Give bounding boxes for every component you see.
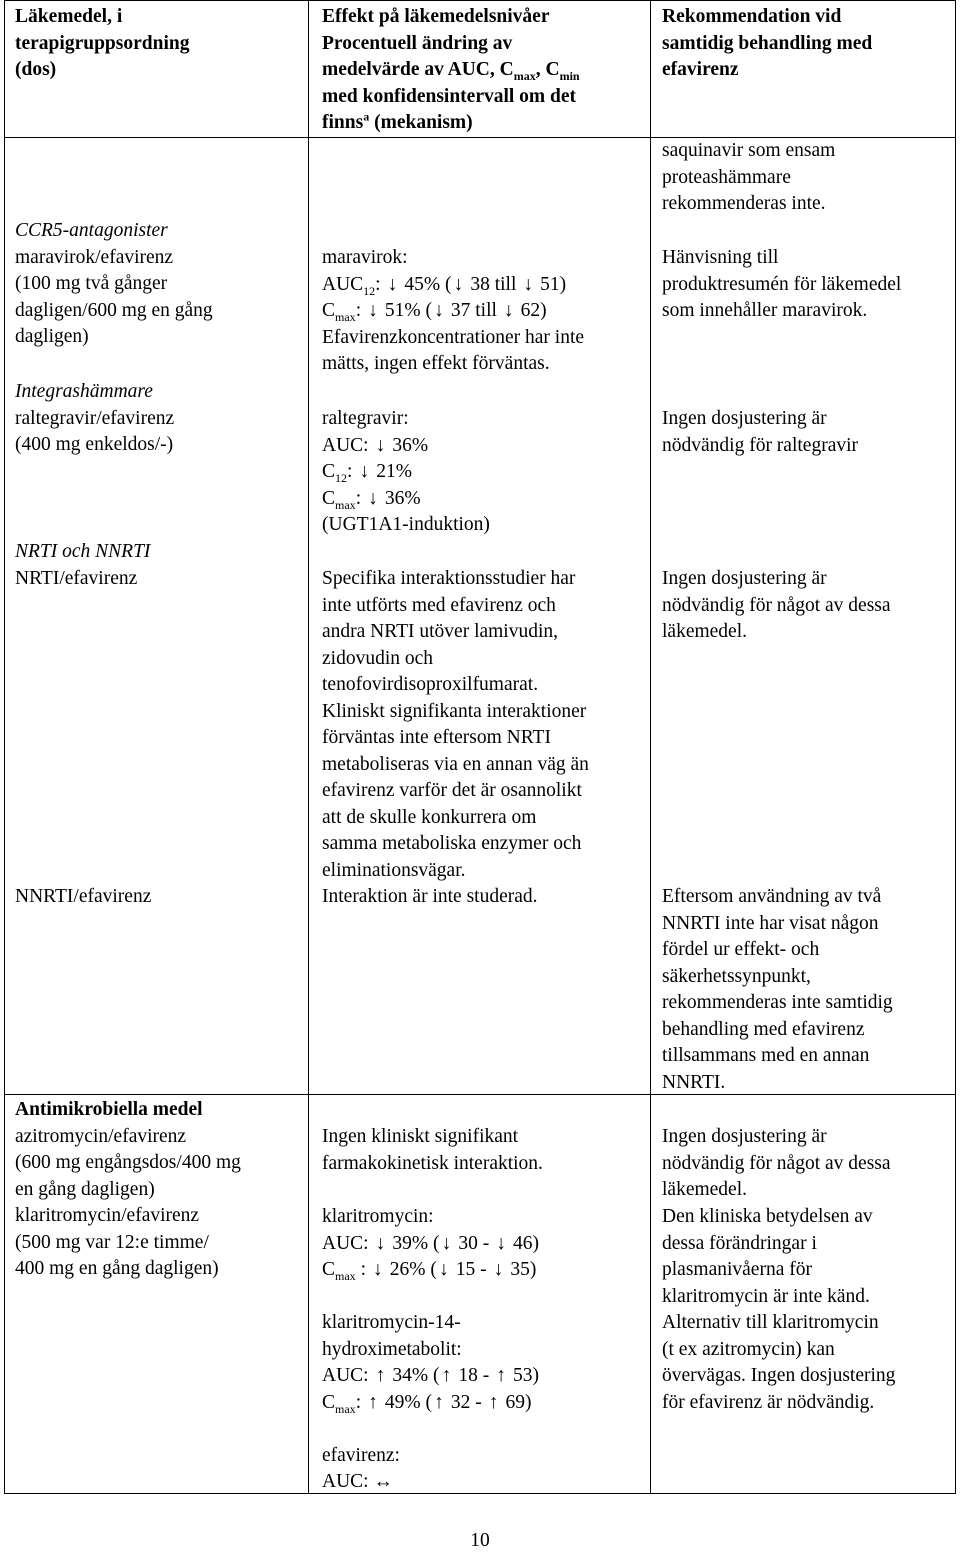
value-text: 18 - — [458, 1365, 490, 1386]
effect-text: efavirenz: — [322, 1444, 400, 1466]
effect-text: andra NRTI utöver lamivudin, — [322, 621, 559, 642]
nnrti-drug — [15, 884, 305, 911]
saquinavir-recommendation — [662, 138, 954, 218]
value-text: 35) — [510, 1259, 537, 1280]
rec-text: Ingen dosjustering är — [662, 408, 827, 429]
category-heading: CCR5-antagonister — [15, 220, 168, 241]
effect-text: tenofovirdisoproxilfumarat. — [322, 674, 539, 695]
value-text: 51) — [540, 273, 567, 295]
param-label: C — [322, 1259, 336, 1280]
ccr5-drug — [15, 218, 305, 351]
rec-text: Alternativ till klaritromycin — [662, 1312, 879, 1333]
rec-text: tillsammans med en annan — [662, 1045, 870, 1066]
value-text: 21% — [376, 461, 412, 482]
effect-text: Interaktion är inte studerad. — [322, 886, 538, 907]
arrow-down-icon: ↓ — [375, 434, 386, 456]
param-label: AUC: — [322, 1365, 369, 1386]
rec-text: NNRTI. — [662, 1071, 726, 1093]
integrase-drug — [15, 379, 305, 459]
ccr5-recommendation — [662, 245, 954, 325]
rec-text: rekommenderas inte samtidig — [662, 992, 893, 1013]
drug-text: NRTI/efavirenz — [15, 567, 138, 589]
effect-text — [322, 433, 652, 460]
rec-text: Den kliniska betydelsen av — [662, 1206, 873, 1227]
rec-text: rekommenderas inte. — [662, 193, 826, 214]
rec-text: nödvändig för något av dessa — [662, 594, 891, 616]
effect-text: eliminationsvägar. — [322, 859, 466, 881]
param-subscript: max — [335, 497, 356, 512]
value-text: 30 - — [458, 1232, 490, 1254]
category-heading: NRTI och NNRTI — [15, 541, 151, 562]
rec-text: proteashämmare — [662, 166, 791, 188]
klaritromycin-effect — [322, 1204, 652, 1496]
effect-text: förväntas inte eftersom NRTI — [322, 727, 551, 748]
param-label: C — [322, 487, 336, 509]
arrow-down-icon: ↓ — [493, 1259, 504, 1280]
effect-text — [322, 1469, 652, 1496]
arrow-up-icon: ↑ — [375, 1365, 386, 1386]
effect-text: efavirenz varför det är osannolikt — [322, 780, 582, 801]
value-text: 34% ( — [392, 1365, 440, 1386]
effect-text: $AUC_{12}$: ↓ 45% ( ↓ 38 till ↓ 51) — [322, 273, 567, 298]
rec-text: saquinavir som ensam — [662, 140, 836, 161]
header-text — [322, 110, 652, 137]
nrti-drug — [15, 539, 305, 592]
value-text: : — [355, 1391, 362, 1413]
value-text: 62) — [520, 300, 547, 321]
value-text: 39% ( — [392, 1232, 440, 1254]
drug-text: en gång dagligen) — [15, 1178, 155, 1200]
value-text: 69) — [505, 1391, 532, 1413]
effect-text: metaboliseras via en annan väg än — [322, 753, 589, 775]
arrow-down-icon: ↓ — [368, 300, 378, 321]
integrase-recommendation — [662, 406, 954, 459]
header-text: (mekanism) — [369, 112, 473, 133]
spacer — [322, 1284, 652, 1311]
param-subscript: max — [335, 309, 356, 324]
value-text: 36% — [384, 487, 421, 509]
effect-text: zidovudin och — [322, 647, 434, 669]
arrow-up-icon: ↑ — [496, 1365, 506, 1386]
header-text: , C — [535, 59, 560, 80]
azitromycin-recommendation — [662, 1124, 954, 1204]
effect-text: raltegravir: — [322, 408, 409, 429]
param-label: AUC: — [322, 434, 369, 456]
value-text: 46) — [512, 1232, 539, 1254]
category-heading: Integrashämmare — [15, 381, 153, 402]
effect-text: hydroximetabolit: — [322, 1338, 462, 1360]
arrow-down-icon: ↓ — [496, 1232, 506, 1254]
drug-text: dagligen/600 mg en gång — [15, 299, 213, 321]
value-text: 49% ( — [384, 1391, 432, 1413]
effect-text: Kliniskt signifikanta interaktioner — [322, 700, 587, 722]
header-recommendation-column — [662, 4, 954, 84]
rec-text: Eftersom användning av två — [662, 886, 882, 907]
header-text: efavirenz — [662, 59, 739, 80]
ccr5-effect — [322, 245, 652, 378]
rec-text: säkerhetssynpunkt, — [662, 965, 811, 987]
header-text: Effekt på läkemedelsnivåer — [322, 6, 550, 27]
value-text: 45% ( — [404, 273, 452, 295]
effect-text — [322, 1257, 652, 1284]
drug-text: NNRTI/efavirenz — [15, 886, 152, 907]
rec-text: läkemedel. — [662, 1179, 747, 1200]
drug-text: (600 mg engångsdos/400 mg — [15, 1152, 241, 1173]
rec-text: klaritromycin är inte känd. — [662, 1285, 870, 1307]
header-text: med konfidensintervall om det — [322, 85, 577, 107]
drug-text: (500 mg var 12:e timme/ — [15, 1231, 209, 1253]
effect-text: (UGT1A1-induktion) — [322, 514, 490, 535]
effect-text: $C_{max}$: ↓ 51% ( ↓ 37 till ↓ 62) — [322, 300, 547, 324]
rec-text: dessa förändringar i — [662, 1232, 817, 1254]
value-text: 38 till — [470, 273, 517, 295]
drug-text: 400 mg en gång dagligen) — [15, 1258, 219, 1279]
param-label: AUC: — [322, 1232, 369, 1254]
rec-text: Hänvisning till — [662, 247, 779, 268]
page-number: 10 — [470, 1530, 490, 1551]
effect-text: $C_{12}$: ↓ 21% — [322, 461, 412, 485]
arrow-down-icon: ↓ — [453, 273, 464, 295]
arrow-down-icon: ↓ — [368, 487, 378, 509]
header-text: Procentuell ändring av — [322, 32, 513, 54]
param-subscript: max — [335, 1401, 356, 1416]
effect-text: klaritromycin-14- — [322, 1312, 461, 1333]
rec-text: Ingen dosjustering är — [662, 568, 827, 589]
effect-text — [322, 1231, 652, 1258]
rec-text: läkemedel. — [662, 621, 747, 642]
effect-text: klaritromycin: — [322, 1206, 434, 1227]
drug-text: (100 mg två gånger — [15, 273, 168, 294]
header-subscript: max — [513, 68, 536, 83]
header-text: (dos) — [15, 59, 57, 80]
header-subscript: min — [559, 68, 580, 83]
antimicrobial-drugs — [15, 1097, 305, 1283]
value-text: 36% — [392, 434, 429, 456]
arrow-down-icon: ↓ — [438, 1259, 449, 1280]
arrow-both-icon: ↔ — [373, 1471, 393, 1492]
azitromycin-effect — [322, 1124, 652, 1177]
arrow-up-icon: ↑ — [488, 1391, 499, 1413]
value-text: 53) — [512, 1365, 539, 1386]
effect-text: Ingen kliniskt signifikant — [322, 1126, 519, 1147]
param-subscript: 12 — [363, 283, 376, 298]
arrow-up-icon: ↑ — [434, 1391, 444, 1413]
drug-text: dagligen) — [15, 326, 89, 347]
header-text: Rekommendation vid — [662, 6, 842, 27]
effect-text — [322, 1363, 652, 1390]
header-effect-column — [322, 4, 652, 137]
effect-text: mätts, ingen effekt förväntas. — [322, 353, 550, 374]
param-subscript: max — [335, 1268, 356, 1283]
header-text: samtidig behandling med — [662, 32, 873, 54]
rec-text: nödvändig för raltegravir — [662, 434, 859, 456]
rec-text: plasmanivåerna för — [662, 1259, 812, 1280]
nrti-effect — [322, 566, 652, 884]
rec-text: övervägas. Ingen dosjustering — [662, 1365, 896, 1386]
nnrti-recommendation — [662, 884, 954, 1096]
drug-text: azitromycin/efavirenz — [15, 1125, 187, 1147]
rec-text: (t ex azitromycin) kan — [662, 1338, 835, 1360]
param-label: C — [322, 300, 336, 321]
effect-text: Specifika interaktionsstudier har — [322, 568, 576, 589]
effect-text: $C_{max}$: ↓ 36% — [322, 487, 421, 512]
header-text: Läkemedel, i — [15, 6, 123, 27]
drug-text: klaritromycin/efavirenz — [15, 1205, 200, 1226]
arrow-down-icon: ↓ — [441, 1232, 452, 1254]
rec-text: fördel ur effekt- och — [662, 939, 820, 960]
arrow-down-icon: ↓ — [375, 1232, 386, 1254]
category-heading: Antimikrobiella medel — [15, 1099, 203, 1120]
header-text: finns — [322, 112, 364, 133]
nrti-recommendation — [662, 566, 954, 646]
header-text: terapigruppsordning — [15, 32, 190, 54]
value-text: : — [360, 1259, 366, 1280]
nnrti-effect — [322, 884, 652, 911]
column-divider — [308, 0, 309, 1494]
rec-text: Ingen dosjustering är — [662, 1126, 827, 1147]
effect-text — [322, 1390, 652, 1417]
effect-text: inte utförts med efavirenz och — [322, 594, 556, 616]
param-label: C — [322, 461, 336, 482]
rec-text: NNRTI inte har visat någon — [662, 912, 879, 934]
rec-text: som innehåller maravirok. — [662, 300, 868, 321]
arrow-down-icon: ↓ — [387, 273, 398, 295]
drug-text: (400 mg enkeldos/-) — [15, 434, 174, 455]
footnote-marker: a — [363, 109, 370, 124]
value-text: 26% ( — [389, 1259, 437, 1280]
param-label: AUC: — [322, 1471, 369, 1492]
rec-text: behandling med efavirenz — [662, 1018, 865, 1040]
arrow-down-icon: ↓ — [503, 300, 514, 321]
arrow-up-icon: ↑ — [368, 1391, 378, 1413]
effect-text: maravirok: — [322, 247, 408, 268]
spacer — [322, 1416, 652, 1443]
param-label: AUC — [322, 273, 364, 295]
arrow-up-icon: ↑ — [441, 1365, 452, 1386]
effect-text: att de skulle konkurrera om — [322, 806, 537, 828]
value-text: 32 - — [450, 1391, 482, 1413]
integrase-effect — [322, 406, 652, 539]
header-text: medelvärde av AUC, C — [322, 59, 514, 80]
effect-text: samma metaboliska enzymer och — [322, 833, 582, 854]
value-text: 51% ( — [384, 300, 432, 321]
rec-text: för efavirenz är nödvändig. — [662, 1391, 875, 1413]
header-drug-column — [15, 4, 305, 84]
klaritromycin-recommendation — [662, 1204, 954, 1416]
value-text: 15 - — [455, 1259, 487, 1280]
param-subscript: 12 — [335, 470, 348, 485]
param-label: C — [322, 1391, 336, 1413]
effect-text: Efavirenzkoncentrationer har inte — [322, 326, 585, 348]
rec-text: produktresumén för läkemedel — [662, 273, 902, 295]
arrow-down-icon: ↓ — [434, 300, 444, 321]
effect-text: farmakokinetisk interaktion. — [322, 1152, 543, 1174]
header-text — [322, 57, 652, 84]
rec-text: nödvändig för något av dessa — [662, 1152, 891, 1174]
arrow-down-icon: ↓ — [359, 461, 370, 482]
drug-text: raltegravir/efavirenz — [15, 407, 175, 429]
arrow-down-icon: ↓ — [372, 1259, 383, 1280]
value-text: 37 till — [450, 300, 497, 321]
arrow-down-icon: ↓ — [523, 273, 534, 295]
drug-text: maravirok/efavirenz — [15, 246, 174, 268]
